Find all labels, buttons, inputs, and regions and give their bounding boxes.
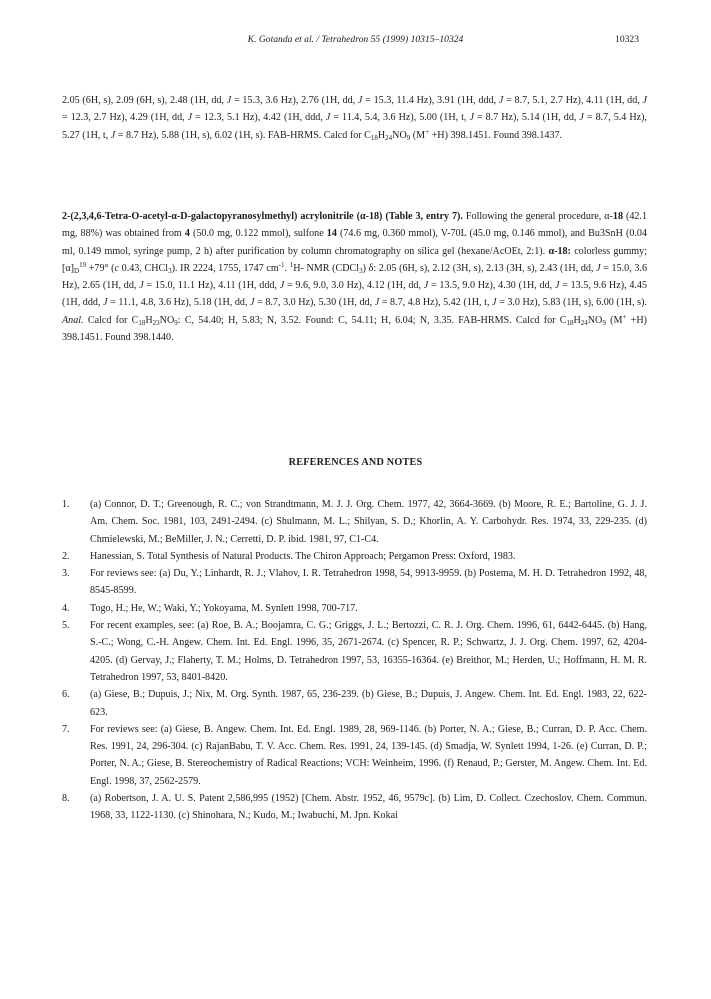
running-head: K. Gotanda et al. / Tetrahedron 55 (1999) 10315–10324 xyxy=(247,34,464,45)
reference-text: Hanessian, S. Total Synthesis of Natural Products. The Chiron Approach; Pergamon Press: Oxford, 1983. xyxy=(90,550,516,562)
reference-number: 2. xyxy=(62,550,70,562)
reference-text: (a) Connor, D. T.; Greenough, R. C.; von Strandtmann, M. J. J. Org. Chem. 1977, 42, 3664-3669. (b) Moore, R. E.; Bartoline, G. J. J. Am. Chem. Soc. 1981, 103, 2491-2494. (c) Shulmann, M. L.; Shilyan, S. D.; Khorlin, A. Y. Carbohydr. Res. 1974, 33, 229-235. (d) Chmielewski, M.; BeMiller, J. N.; Cerretti, D. P. ibid. 1981, 97, C1-C4. xyxy=(90,499,647,545)
compound-title: 2-(2,3,4,6-Tetra-O-acetyl-α-D-galactopyranosylmethyl) acrylonitrile (α-18) (Table 3, entry 7). xyxy=(62,211,463,222)
reference-item xyxy=(62,548,647,565)
reference-text: For reviews see: (a) Giese, B. Angew. Chem. Int. Ed. Engl. 1989, 28, 969-1146. (b) Porter, N. A.; Giese, B.; Curran, D. P. Acc. Chem. Res. 1991, 24, 296-304. (c) RajanBabu, T. V. Acc. Chem. Res. 1991, 24, 139-145. (d) Smadja, W. Synlett 1994, 1-26. (e) Curran, D. P.; Porter, N. A.; Giese, B. Stereochemistry of Radical Reactions; VCH: Weinheim, 1996. (f) Renaud, P.; Gerster, M. Angew. Chem. Int. Ed. Engl. 1998, 37, 2562-2579. xyxy=(90,723,647,787)
reference-number: 5. xyxy=(62,620,70,632)
reference-item xyxy=(62,617,647,686)
page-header xyxy=(0,34,711,48)
reference-number: 1. xyxy=(62,499,70,510)
reference-item xyxy=(62,496,647,548)
reference-number: 4. xyxy=(62,602,70,614)
reference-item xyxy=(62,721,647,790)
reference-text: For reviews see: (a) Du, Y.; Linhardt, R. J.; Vlahov, I. R. Tetrahedron 1998, 54, 9913-9959. (b) Postema, M. H. D. Tetrahedron 1992, 48, 8545-8599. xyxy=(90,568,647,597)
reference-item xyxy=(62,565,647,600)
reference-number: 8. xyxy=(62,793,70,805)
reference-list xyxy=(62,496,647,825)
experimental-paragraph: 2-(2,3,4,6-Tetra-O-acetyl-α-D-galactopyranosylmethyl) acrylonitrile (α-18) (Table 3, entry 7). Following the general procedure, α-18 (42.1 mg, 88%) was obtained from 4 (50.0 mg, 0.122 mmol), sulfone 14 (74.6 mg, 0.360 mmol), V-70L (45.0 mg, 0.146 mmol), and Bu3SnH (0.04 ml, 0.149 mmol, syringe pump, 2 h) after purification by column chromatography on silica gel (hexane/AcOEt, 2:1). α-18: colorless gummy; $[\alpha]_D^{19} +79^\circ$ (c 0.43, CHCl$_3$). IR 2224, 1755, 1747 $cm^{-1}$. $^1$H- NMR (CDCl$_3$) δ: 2.05 (6H, s), 2.12 (3H, s), 2.13 (3H, s), 2.43 (1H, dd, J = 15.0, 3.6 Hz), 2.65 (1H, dd, J = 15.0, 11.1 Hz), 4.11 (1H, ddd, J = 9.6, 9.0, 3.0 Hz), 4.12 (1H, dd, J = 13.5, 9.0 Hz), 4.30 (1H, dd, J = 13.5, 9.6 Hz), 4.45 (1H, ddd, J = 11.1, 4.8, 3.6 Hz), 5.18 (1H, dd, J = 8.7, 3.0 Hz), 5.30 (1H, dd, J = 8.7, 4.8 Hz), 5.42 (1H, t, J = 3.0 Hz), 5.83 (1H, s), 6.00 (1H, s). Anal. Calcd for $C_{18}H_{23}NO_9$: C, 54.40; H, 5.83; N, 3.52. Found: C, 54.11; H, 6.04; N, 3.35. FAB-HRMS. Calcd for $C_{18}H_{24}NO_9$ (M+ +H) 398.1451. Found 398.1440. xyxy=(62,211,648,344)
reference-item xyxy=(62,790,647,825)
page-number: 10323 xyxy=(615,34,639,45)
references-heading: REFERENCES AND NOTES xyxy=(288,457,423,468)
reference-text: For recent examples, see: (a) Roe, B. A.; Boojamra, C. G.; Griggs, J. L.; Bertozzi, C. R. J. Org. Chem. 1996, 61, 6442-6445. (b) Hang, S.-C.; Wong, C.-H. Angew. Chem. Int. Ed. Engl. 1996, 35, 2671-2674. (c) Spencer, R. P.; Schwartz, J. J. Org. Chem. 1997, 62, 4204-4205. (d) Gervay, J.; Flaherty, T. M.; Holms, D. Tetrahedron 1997, 53, 16355-16364. (e) Breithor, M.; Herden, U.; Hoffmann, H. M. R. Tetrahedron 1997, 53, 8401-8420. xyxy=(90,620,647,683)
reference-item xyxy=(62,686,647,721)
reference-text: (a) Giese, B.; Dupuis, J.; Nix, M. Org. Synth. 1987, 65, 236-239. (b) Giese, B.; Dupuis, J. Angew. Chem. Int. Ed. Engl. 1983, 22, 622-623. xyxy=(90,689,647,718)
reference-text: Togo, H.; He, W.; Waki, Y.; Yokoyama, M. Synlett 1998, 700-717. xyxy=(90,602,358,614)
reference-number: 7. xyxy=(62,723,70,735)
reference-text: (a) Robertson, J. A. U. S. Patent 2,586,995 (1952) [Chem. Abstr. 1952, 46, 9579c]. (b) Lim, D. Collect. Czechoslov. Chem. Commun. 1968, 33, 1122-1130. (c) Shinohara, N.; Kudo, M.; Iwabuchi, M. Jpn. Kokai xyxy=(90,793,647,822)
nmr-data-paragraph: 2.05 (6H, s), 2.09 (6H, s), 2.48 (1H, dd, J = 15.3, 3.6 Hz), 2.76 (1H, dd, J = 15.3, 11.4 Hz), 3.91 (1H, ddd, J = 8.7, 5.1, 2.7 Hz), 4.11 (1H, dd, J = 12.3, 2.7 Hz), 4.29 (1H, dd, J = 12.3, 5.1 Hz), 4.42 (1H, ddd, J = 11.4, 5.4, 3.6 Hz), 5.00 (1H, t, J = 8.7 Hz), 5.14 (1H, dd, J = 8.7, 5.4 Hz), 5.27 (1H, t, J = 8.7 Hz), 5.88 (1H, s), 6.02 (1H, s). FAB-HRMS. Calcd for $C_{18}H_{24}NO_9$ (M+ +H) 398.1451. Found 398.1437. xyxy=(62,95,648,142)
reference-number: 6. xyxy=(62,689,70,701)
reference-number: 3. xyxy=(62,568,70,580)
reference-item xyxy=(62,600,647,617)
